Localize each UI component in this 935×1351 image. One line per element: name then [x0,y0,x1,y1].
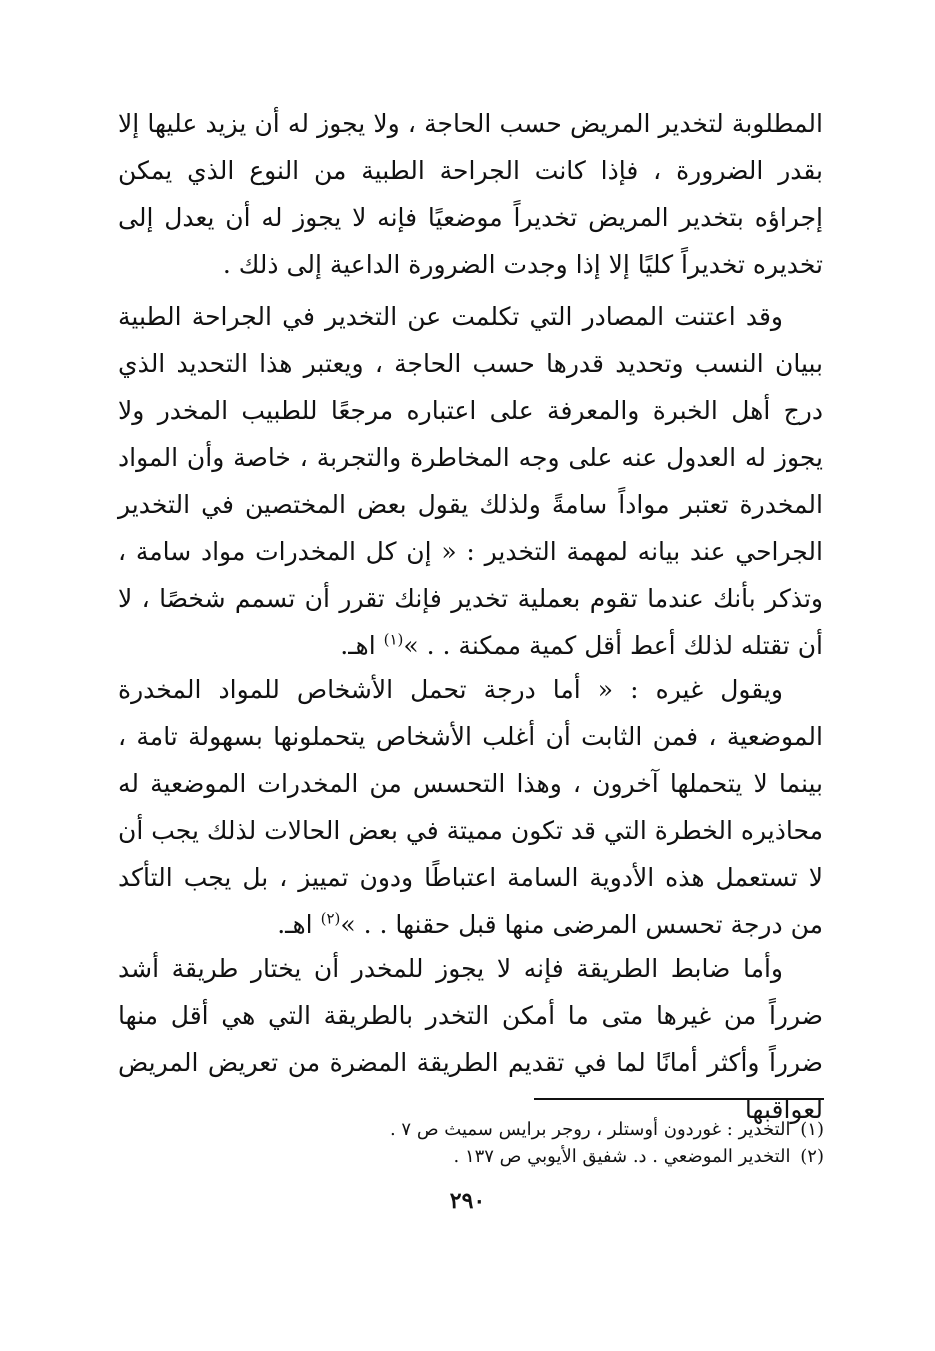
footnote-divider [534,1098,824,1100]
paragraph-1-text: المطلوبة لتخدير المريض حسب الحاجة ، ولا يجوز له أن يزيد عليها إلا بقدر الضرورة ، فإذا كانت الجراحة الطبية من النوع الذي يمكن إجراؤه بتخدير المريض تخديراً موضعيًا فإنه لا يجوز له أن يعدل إلى تخديره تخديراً كليًا إلا إذا وجدت الضرورة الداعية إلى ذلك . [118,109,823,279]
page-number: ٢٩٠ [449,1188,486,1214]
footnote-1-text: التخدير : غوردون أوستلر ، روجر برايس سميث ص ٧ . [389,1119,791,1140]
paragraph-3-text: ويقول غيره : « أما درجة تحمل الأشخاص للمواد المخدرة الموضعية ، فمن الثابت أن أغلب الأشخاص يتحملونها بسهولة تامة ، بينما لا يتحملها آخرون ، وهذا التحسس من المخدرات الموضعية له محاذيره الخطرة التي قد تكون مميتة في بعض الحالات لذلك يجب أن لا تستعمل هذه الأدوية السامة اعتباطًا ودون تمييز ، بل يجب التأكد من درجة تحسس المرضى منها قبل حقنها . . » [118,675,823,939]
paragraph-4 [118,945,823,1133]
paragraph-2 [118,293,823,669]
footnote-2-text: التخدير الموضعي . د. شفيق الأيوبي ص ١٣٧ . [453,1146,791,1167]
paragraph-1 [118,100,823,288]
footnotes [300,1116,824,1170]
footnote-2-number: (٢) [800,1146,824,1167]
footnote-2 [300,1143,824,1170]
footnote-1-number: (١) [800,1119,824,1140]
footnote-ref-1[interactable]: (١) [383,630,404,649]
paragraph-3-end: اهـ. [277,910,321,939]
paragraph-3 [118,666,823,948]
footnote-ref-2[interactable]: (٢) [320,909,341,928]
paragraph-2-end: اهـ. [340,631,384,660]
footnote-1 [300,1116,824,1143]
paragraph-2-text: وقد اعتنت المصادر التي تكلمت عن التخدير في الجراحة الطبية ببيان النسب وتحديد قدرها حسب الحاجة ، ويعتبر هذا التحديد الذي درج أهل الخبرة والمعرفة على اعتباره مرجعًا للطبيب المخدر ولا يجوز له العدول عنه على وجه المخاطرة والتجربة ، خاصة وأن المواد المخدرة تعتبر مواداً سامةً ولذلك يقول بعض المختصين في التخدير الجراحي عند بيانه لمهمة التخدير : « إن كل المخدرات مواد سامة ، وتذكر بأنك عندما تقوم بعملية تخدير فإنك تقرر أن تسمم شخصًا ، لا أن تقتله لذلك أعط أقل كمية ممكنة . . » [118,302,823,660]
paragraph-4-text: وأما ضابط الطريقة فإنه لا يجوز للمخدر أن يختار طريقة أشد ضرراً من غيرها متى ما أمكن التخدر بالطريقة التي هي أقل منها ضرراً وأكثر أمانًا لما في تقديم الطريقة المضرة من تعريض المريض لعواقبها [118,954,823,1124]
